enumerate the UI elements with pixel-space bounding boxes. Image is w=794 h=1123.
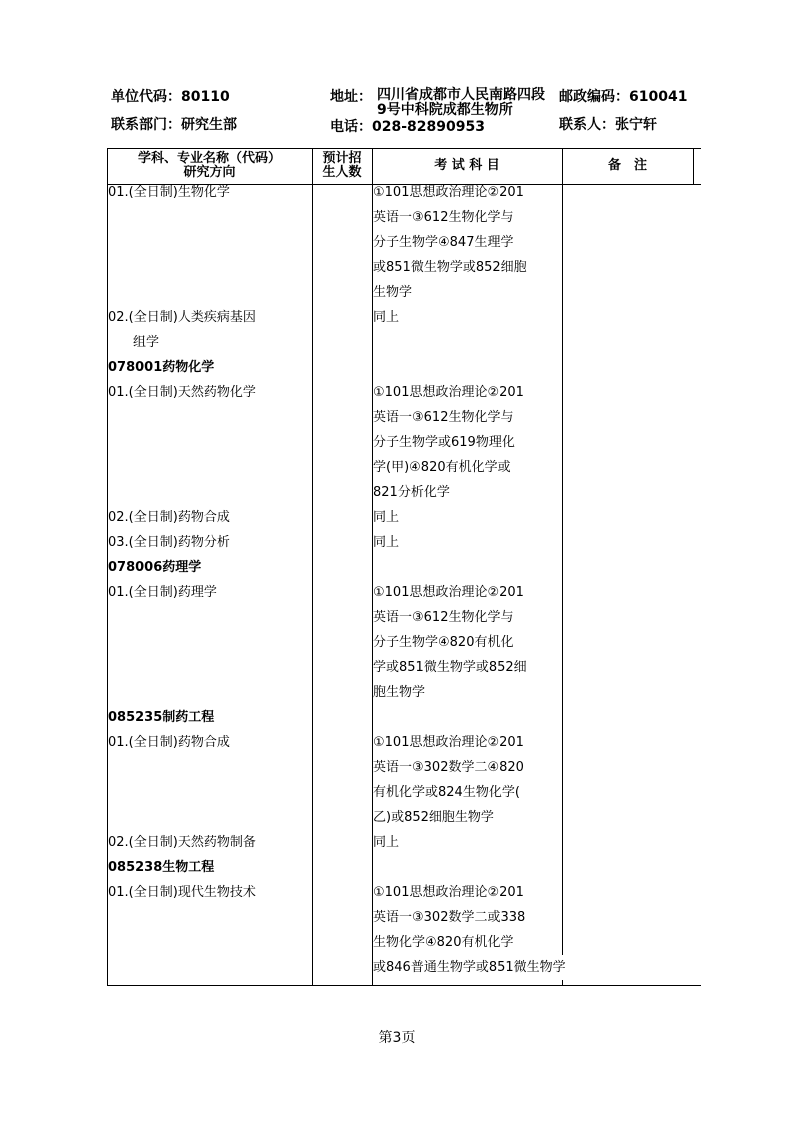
col-header-exam-label: 考 试 科 目 (434, 158, 500, 173)
exam-line: 分子生物学④847生理学 (373, 235, 514, 250)
col-header-quota (312, 148, 372, 184)
section-heading-pharmacology: 078006药理学 (108, 560, 202, 575)
contact-department: 联系部门：研究生部 (111, 117, 237, 133)
exam-line: 英语一③612生物化学与 (373, 410, 514, 425)
postal-code: 邮政编码：610041 (559, 89, 688, 105)
phone: 电话：028-82890953 (330, 119, 485, 135)
exam-line: 英语一③612生物化学与 (373, 210, 514, 225)
col-border-1 (312, 148, 313, 986)
direction-human-disease-genomics: 02.(全日制)人类疾病基因 (108, 310, 256, 325)
exam-line: 有机化学或824生物化学( (373, 785, 520, 800)
direction-pharmacology: 01.(全日制)药理学 (108, 585, 217, 600)
exam-line: 乙)或852细胞生物学 (373, 810, 494, 825)
exam-same: 同上 (373, 510, 400, 525)
col-header-major-line1: 学科、专业名称（代码） (137, 151, 281, 166)
exam-line: 或846普通生物学或851微生物学 (373, 955, 603, 980)
exam-line: 胞生物学 (373, 685, 426, 700)
direction-natural-medicinal-chemistry: 01.(全日制)天然药物化学 (108, 385, 256, 400)
section-heading-bioengineering: 085238生物工程 (108, 860, 215, 875)
exam-line: 分子生物学④820有机化 (373, 635, 514, 650)
col-header-major (107, 148, 312, 184)
exam-line: ①101思想政治理论②201 (373, 735, 524, 750)
col-header-quota-line1: 预计招 (322, 151, 362, 166)
contact-person: 联系人：张宁轩 (559, 117, 657, 133)
direction-drug-synthesis: 01.(全日制)药物合成 (108, 735, 230, 750)
exam-same: 同上 (373, 535, 400, 550)
address-value: 四川省成都市人民南路四段9号中科院成都生物所 (377, 87, 545, 118)
unit-code: 单位代码：80110 (111, 89, 230, 105)
col-header-quota-line2: 生人数 (322, 165, 362, 180)
col-header-note-label: 备 注 (607, 158, 647, 173)
section-heading-medicinal-chemistry: 078001药物化学 (108, 360, 215, 375)
direction-natural-drug-preparation: 02.(全日制)天然药物制备 (108, 835, 256, 850)
direction-continuation: 组学 (133, 335, 160, 350)
exam-line: 分子生物学或619物理化 (373, 435, 515, 450)
exam-same: 同上 (373, 835, 400, 850)
col-header-note (562, 148, 693, 184)
direction-drug-synthesis: 02.(全日制)药物合成 (108, 510, 230, 525)
exam-same: 同上 (373, 310, 400, 325)
exam-line: 生物学 (373, 285, 413, 300)
direction-biochemistry: 01.(全日制)生物化学 (108, 185, 230, 200)
exam-line: 学(甲)④820有机化学或 (373, 460, 511, 475)
page-number: 第3页 (378, 1030, 416, 1046)
exam-line: ①101思想政治理论②201 (373, 385, 524, 400)
exam-line: ①101思想政治理论②201 (373, 885, 524, 900)
col-border-right (693, 148, 694, 185)
exam-line: 或851微生物学或852细胞 (373, 260, 527, 275)
exam-line: 英语一③302数学二或338 (373, 910, 526, 925)
address-label: 地址： (330, 89, 372, 105)
direction-modern-biotechnology: 01.(全日制)现代生物技术 (108, 885, 256, 900)
col-header-exam (372, 148, 562, 184)
exam-line: 英语一③612生物化学与 (373, 610, 514, 625)
admissions-table (107, 148, 701, 986)
exam-line: ①101思想政治理论②201 (373, 585, 524, 600)
exam-line: ①101思想政治理论②201 (373, 185, 524, 200)
exam-line: 学或851微生物学或852细 (373, 660, 527, 675)
direction-drug-analysis: 03.(全日制)药物分析 (108, 535, 230, 550)
col-header-major-line2: 研究方向 (183, 165, 236, 180)
exam-line: 821分析化学 (373, 485, 450, 500)
exam-line: 生物化学④820有机化学 (373, 935, 514, 950)
section-heading-pharmaceutical-engineering: 085235制药工程 (108, 710, 215, 725)
exam-line: 英语一③302数学二④820 (373, 760, 524, 775)
table-bottom-border (107, 985, 701, 986)
